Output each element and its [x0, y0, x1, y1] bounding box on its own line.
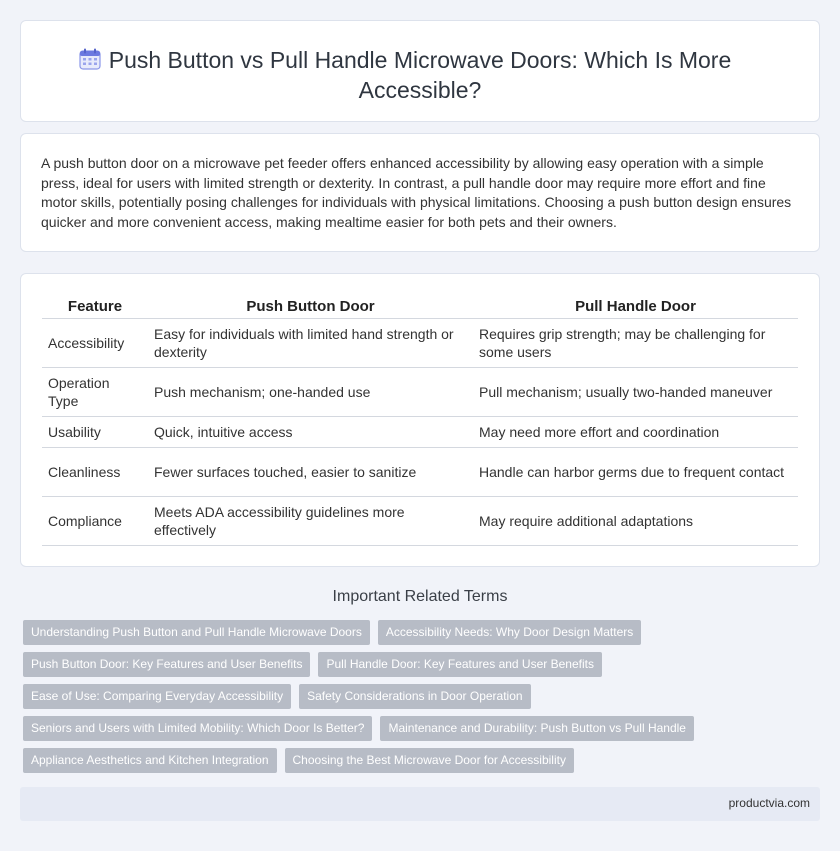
comparison-table [42, 296, 798, 546]
push-button-cell: Fewer surfaces touched, easier to sanitize [148, 447, 473, 496]
related-term-tag[interactable]: Push Button Door: Key Features and User Benefits [23, 652, 310, 677]
feature-cell: Cleanliness [42, 447, 148, 496]
header-push-button-door: Push Button Door [148, 296, 473, 318]
intro-paragraph: A push button door on a microwave pet feeder offers enhanced accessibility by allowing easy operation with a simple press, ideal for users with limited strength or dexterity. In contrast, a pull handle door may require more effort and fine motor skills, potentially posing challenges for individuals with physical limitations. Choosing a push button design ensures quicker and more convenient access, making mealtime easier for both pets and their owners. [41, 155, 792, 230]
feature-cell: Usability [42, 416, 148, 447]
related-term-tag[interactable]: Pull Handle Door: Key Features and User Benefits [318, 652, 601, 677]
table-row [42, 496, 798, 545]
related-term-tag[interactable]: Ease of Use: Comparing Everyday Accessibility [23, 684, 291, 709]
related-term-tag[interactable]: Appliance Aesthetics and Kitchen Integration [23, 748, 277, 773]
feature-cell: Compliance [42, 496, 148, 545]
tag-row [23, 620, 641, 645]
push-button-cell: Meets ADA accessibility guidelines more effectively [148, 496, 473, 545]
related-terms-heading: Important Related Terms [332, 588, 508, 605]
pull-handle-cell: May require additional adaptations [473, 496, 798, 545]
header-pull-handle-door: Pull Handle Door [473, 296, 798, 318]
tag-row [23, 684, 531, 709]
related-term-tag[interactable]: Understanding Push Button and Pull Handle Microwave Doors [23, 620, 370, 645]
related-term-tag[interactable]: Maintenance and Durability: Push Button vs Pull Handle [380, 716, 694, 741]
feature-cell: Accessibility [42, 318, 148, 367]
tag-row [23, 748, 574, 773]
feature-cell: Operation Type [42, 367, 148, 416]
table-row [42, 447, 798, 496]
table-row [42, 367, 798, 416]
related-term-tag[interactable]: Accessibility Needs: Why Door Design Matters [378, 620, 641, 645]
table-row [42, 416, 798, 447]
table-header-row [42, 296, 798, 318]
related-term-tag[interactable]: Seniors and Users with Limited Mobility: Which Door Is Better? [23, 716, 372, 741]
tag-row [23, 652, 602, 677]
pull-handle-cell: Pull mechanism; usually two-handed maneuver [473, 367, 798, 416]
pull-handle-cell: Handle can harbor germs due to frequent contact [473, 447, 798, 496]
push-button-cell: Quick, intuitive access [148, 416, 473, 447]
comparison-table-card [20, 273, 820, 567]
table-row [42, 318, 798, 367]
push-button-cell: Push mechanism; one-handed use [148, 367, 473, 416]
title-card [20, 20, 820, 122]
related-term-tag[interactable]: Choosing the Best Microwave Door for Accessibility [285, 748, 574, 773]
tag-row [23, 716, 694, 741]
pull-handle-cell: Requires grip strength; may be challenging for some users [473, 318, 798, 367]
footer-site-link[interactable]: productvia.com [728, 796, 810, 810]
related-term-tag[interactable]: Safety Considerations in Door Operation [299, 684, 530, 709]
footer [20, 787, 820, 821]
page-title: Push Button vs Pull Handle Microwave Doors: Which Is More Accessible? [108, 47, 732, 103]
header-feature: Feature [42, 296, 148, 318]
push-button-cell: Easy for individuals with limited hand strength or dexterity [148, 318, 473, 367]
intro-card [20, 133, 820, 252]
pull-handle-cell: May need more effort and coordination [473, 416, 798, 447]
